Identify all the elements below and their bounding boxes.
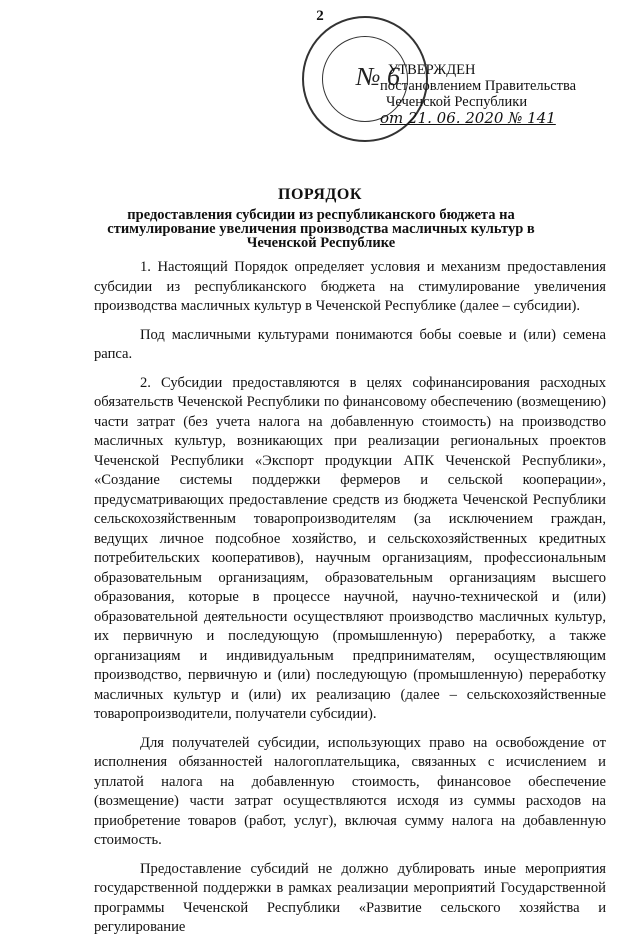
paragraph: 2. Субсидии предоставляются в целях софинансирования расходных обязательств Чеченской Республики по финансовому обеспечению (возмещению) части затрат (без учета налога на добавленную стоимость) на производство масличных культур, возникающих при реализации региональных проектов Чеченской Республики «Экспорт продукции АПК Чеченской Республики», «Создание системы поддержки фермеров и сельской кооперации», предусматривающих предоставление средств из бюджета Чеченской Республики сельскохозяйственным товаропроизводителям (за исключением граждан, ведущих личное подсобное хозяйство, и сельскохозяйственных кредитных потребительских кооперативов), научным организациям, профессиональным образовательным организациям, образовательным организациям высшего образования, которые в процессе научной, научно-технической и (или) образовательной деятельности осуществляют производство масличных культур, их первичную и последующую (промышленную) переработку, а также организациям и индивидуальным предпринимателям, осуществляющим производство, первичную и (или) последующую (промышленную) переработку масличных культур и (или) их реализацию (далее – сельскохозяйственные товаропроизводители, получатели субсидии). [94,374,606,722]
approval-block [380,62,576,126]
seal-number: № 6 [356,62,401,91]
document-body [94,258,606,938]
approval-region: Чеченской Республики [386,94,528,110]
approval-date-number: от 21. 06. 2020 № 141 [380,109,556,127]
approval-authority: постановлением Правительства [380,78,577,94]
paragraph: 1. Настоящий Порядок определяет условия и механизм предоставления субсидии из республиканского бюджета на стимулирование увеличения производства масличных культур в Чеченской Республике (далее – субсидии). [94,259,606,314]
paragraph: Для получателей субсидии, использующих право на освобождение от исполнения обязанностей налогоплательщика, связанных с исчислением и уплатой налога на добавленную стоимость, финансовое обеспечение (возмещение) части затрат осуществляются исходя из суммы расходов на приобретение товаров (работ, услуг), включая сумму налога на добавленную стоимость. [94,734,606,848]
document-title: ПОРЯДОК [278,186,362,203]
approval-heading: УТВЕРЖДЕН [388,62,476,78]
document-subtitle: предоставления субсидии из республиканского бюджета на стимулирование увеличения производства масличных культур в Чеченской Республике [107,207,535,251]
paragraph: Предоставление субсидий не должно дублировать иные мероприятия государственной поддержки в рамках реализации мероприятий Государственной программы Чеченской Республики «Развитие сельского хозяйства и регулирование [94,860,606,935]
paragraph: Под масличными культурами понимаются бобы соевые и (или) семена рапса. [94,326,606,362]
page-number: 2 [316,8,324,24]
